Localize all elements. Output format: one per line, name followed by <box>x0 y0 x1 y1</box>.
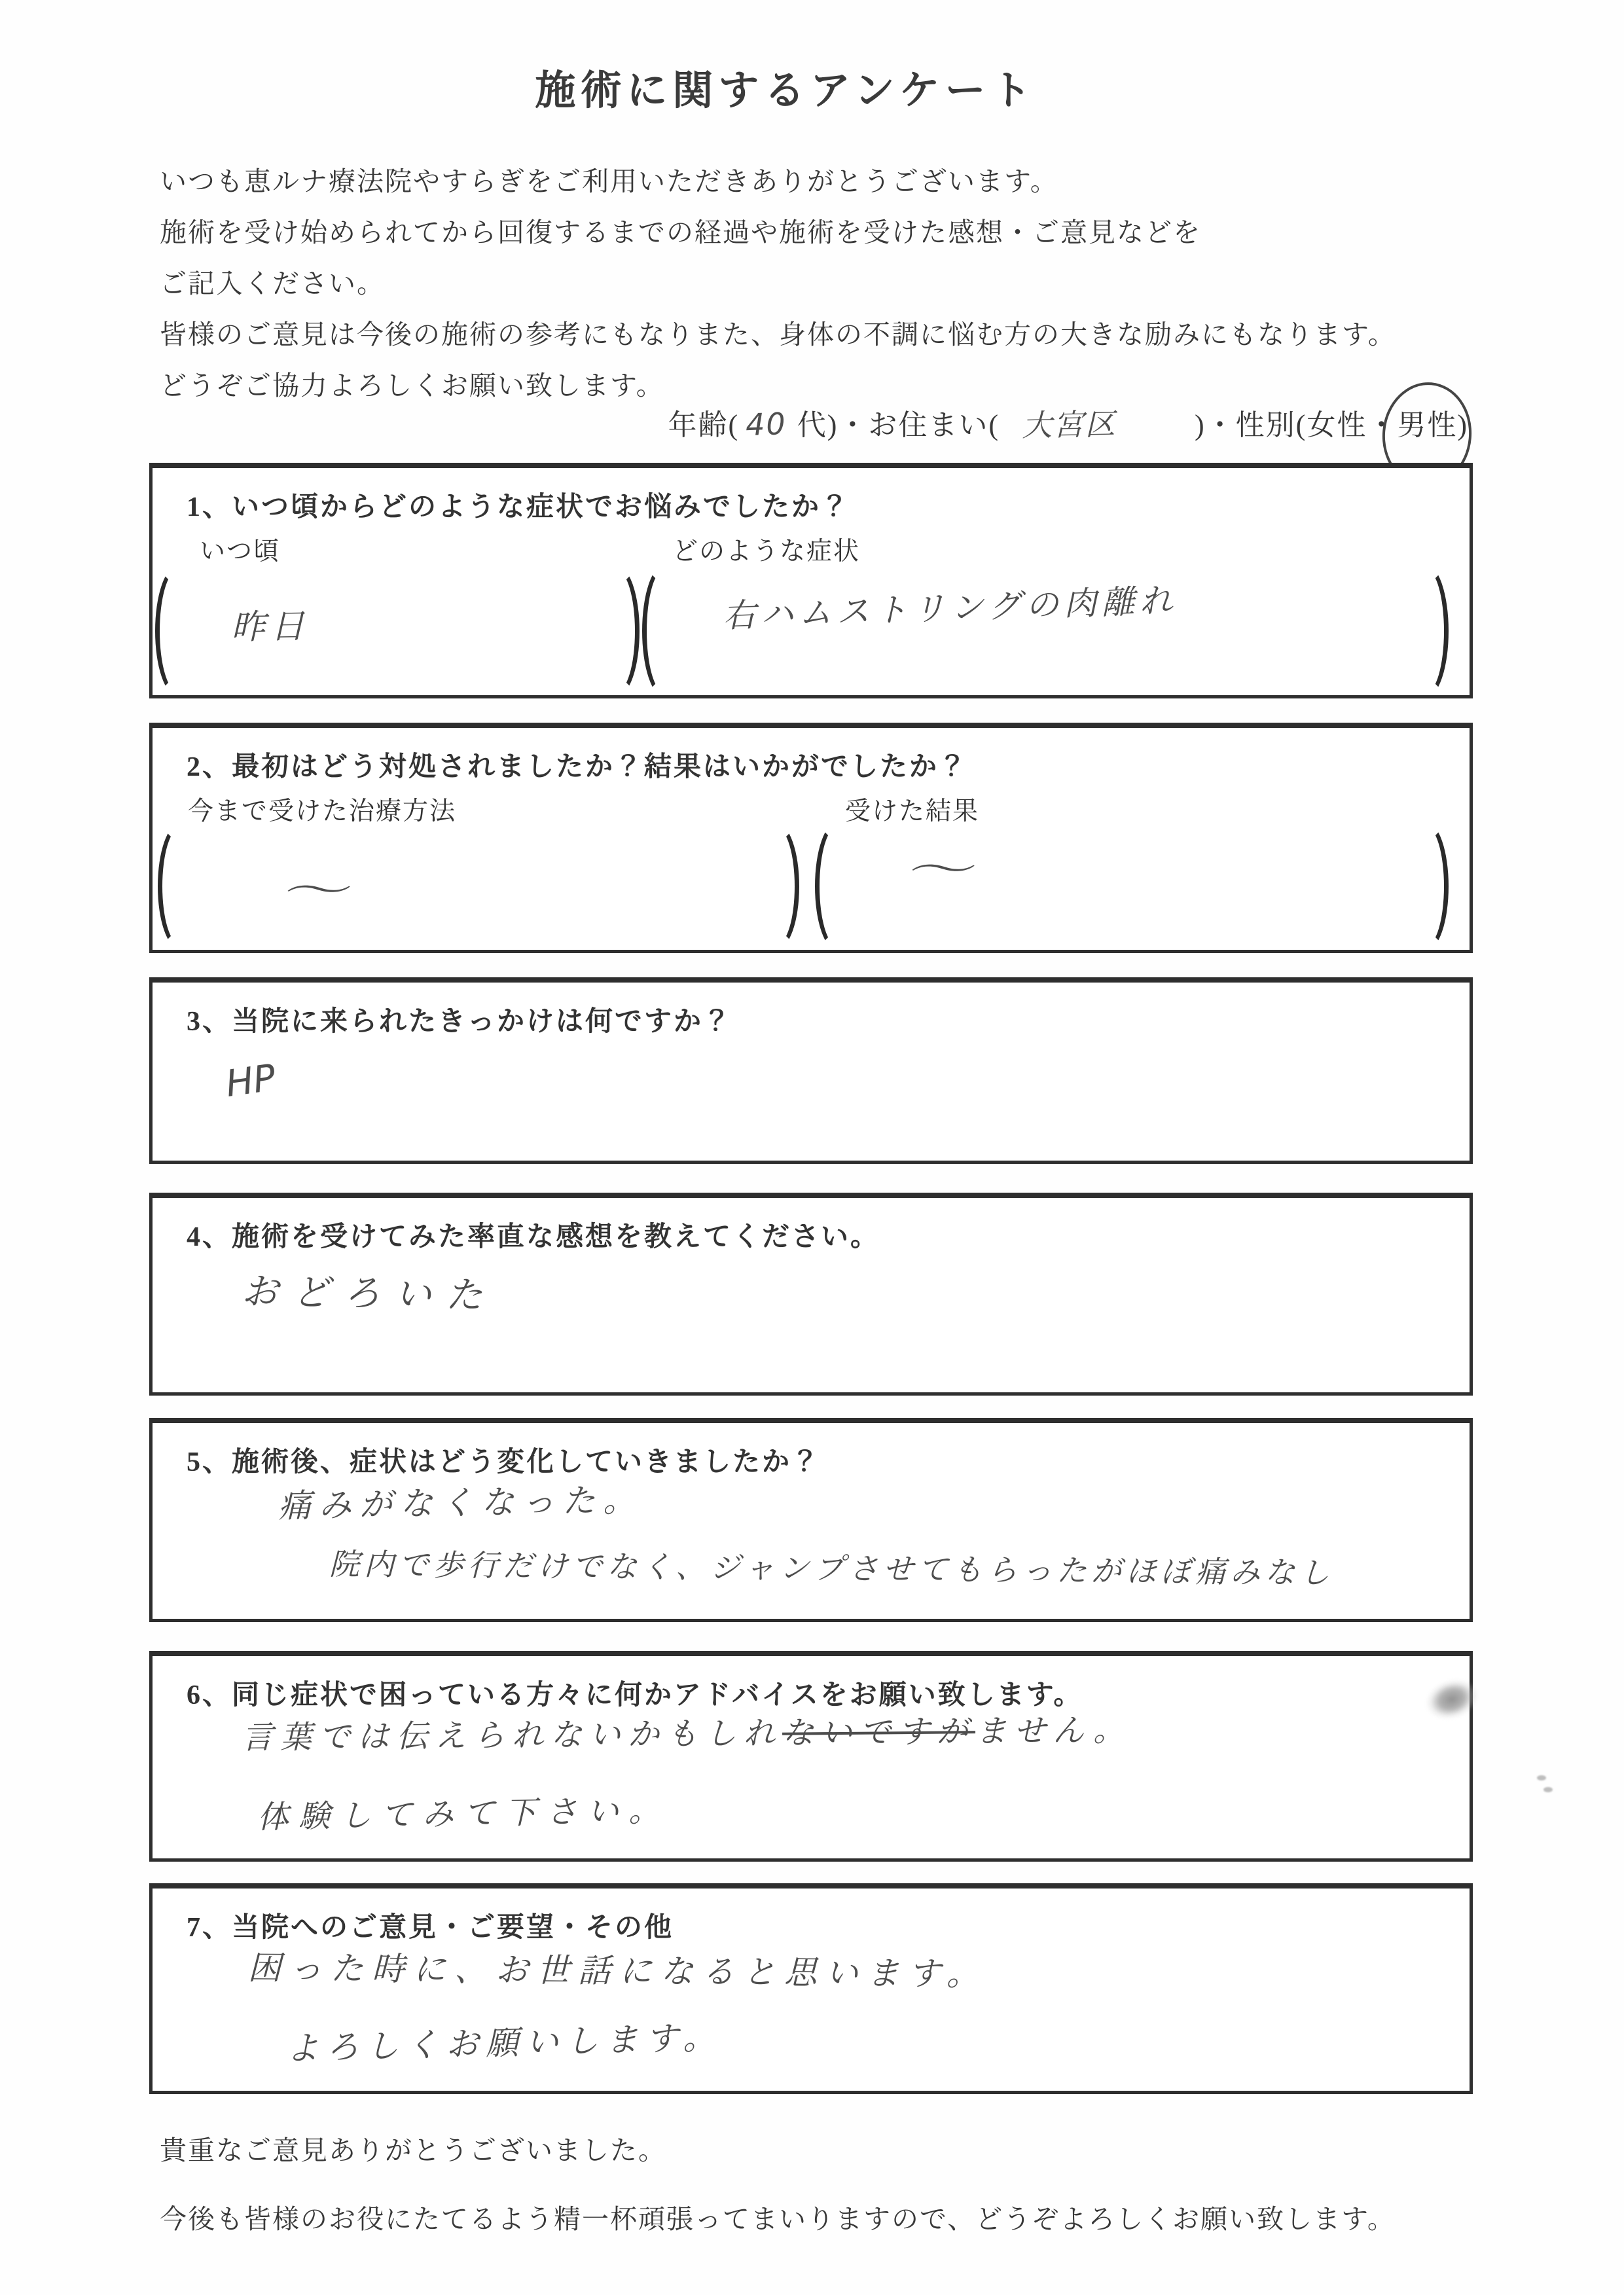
struck-through-text: ないですが <box>782 1713 976 1752</box>
answer-5-line2-handwritten: 院内で歩行だけでなく、ジャンプさせてもらったがほぼ痛みなし <box>329 1546 1335 1591</box>
age-label: 年齢( <box>668 409 740 441</box>
answer-slot <box>815 822 1449 950</box>
question-box-7 <box>149 1883 1473 2094</box>
answer-3-handwritten: HP <box>223 1057 279 1106</box>
closing-paragraph <box>160 2129 1547 2236</box>
bracket-right-icon <box>1404 565 1449 697</box>
gender-male-option: 男性 <box>1397 409 1458 441</box>
question-1-heading: 1、いつ頃からどのような症状でお悩みでしたか？ <box>187 492 851 522</box>
question-2-label-result: 受けた結果 <box>845 797 980 825</box>
bracket-left-icon <box>815 822 859 950</box>
bracket-left-icon <box>642 565 687 697</box>
footer-line: 貴重なご意見ありがとうございました。 <box>160 2135 666 2165</box>
question-5-heading: 5、施術後、症状はどう変化していきましたか？ <box>187 1447 821 1477</box>
page-title: 施術に関するアンケート <box>535 69 1037 113</box>
bracket-right-icon <box>595 566 640 696</box>
answer-6-line1-handwritten: 言葉では伝えられないかもしれないですがません。 <box>241 1712 1132 1756</box>
question-box-1 <box>149 463 1473 698</box>
bracket-right-icon <box>1404 822 1449 950</box>
answer-slot <box>158 823 799 949</box>
answer-symptom-handwritten: 右ハムストリングの肉離れ <box>722 581 1178 636</box>
bracket-left-icon <box>158 823 202 949</box>
answer-4-handwritten: おどろいた <box>241 1270 497 1318</box>
question-box-5 <box>149 1418 1473 1622</box>
question-2-heading: 2、最初はどう対処されましたか？結果はいかがでしたか？ <box>187 752 969 782</box>
answer-treatment-dash-handwritten: 〜 <box>282 869 355 913</box>
pencil-speck <box>1543 1787 1553 1792</box>
bracket-left-icon <box>155 566 200 696</box>
intro-line: 施術を受け始められてから回復するまでの経過や施術を受けた感想・ご意見などを <box>160 217 1201 247</box>
question-1-label-when: いつ頃 <box>200 537 281 566</box>
footer-line: 今後も皆様のお役にたてるよう精一杯頑張ってまいりますので、どうぞよろしくお願い致します。 <box>160 2204 1396 2234</box>
question-3-heading: 3、当院に来られたきっかけは何ですか？ <box>187 1007 733 1037</box>
question-box-3 <box>149 977 1473 1164</box>
age-value-handwritten: 40 <box>745 406 787 443</box>
question-2-label-treatment: 今まで受けた治療方法 <box>188 797 457 825</box>
gender-label: )・性別(女性・ <box>1195 409 1398 441</box>
age-suffix: 代)・お住まい( <box>797 409 1000 441</box>
answer-7-line1-handwritten: 困った時に、お世話になると思います。 <box>247 1949 988 1993</box>
pencil-speck <box>1537 1775 1546 1780</box>
question-4-heading: 4、施術を受けてみた率直な感想を教えてください。 <box>187 1222 880 1252</box>
answer-slot <box>155 566 640 696</box>
profile-tail: ) <box>1457 409 1468 441</box>
pencil-smudge <box>1409 1663 1494 1735</box>
intro-line: 皆様のご意見は今後の施術の参考にもなりまた、身体の不調に悩む方の大きな励みにもなります。 <box>160 319 1396 350</box>
answer-7-line2-handwritten: よろしくお願いします。 <box>285 2018 723 2068</box>
answer-5-line1-handwritten: 痛みがなくなった。 <box>278 1481 644 1525</box>
question-box-6 <box>149 1651 1473 1862</box>
answer-result-dash-handwritten: 〜 <box>907 848 980 892</box>
question-6-heading: 6、同じ症状で困っている方々に何かアドバイスをお願い致します。 <box>187 1680 1083 1710</box>
question-1-label-symptom: どのような症状 <box>672 537 861 566</box>
residence-value-handwritten: 大宮区 <box>1021 406 1117 444</box>
question-box-2 <box>149 723 1473 953</box>
profile-line <box>668 401 1468 444</box>
question-7-heading: 7、当院へのご意見・ご要望・その他 <box>187 1913 674 1943</box>
intro-line: ご記入ください。 <box>160 268 385 298</box>
question-box-4 <box>149 1193 1473 1396</box>
intro-line: どうぞご協力よろしくお願い致します。 <box>160 370 664 401</box>
intro-line: いつも恵ルナ療法院やすらぎをご利用いただきありがとうございます。 <box>160 166 1058 196</box>
intro-paragraph <box>160 156 1508 411</box>
bracket-right-icon <box>755 823 799 949</box>
answer-6-line2-handwritten: 体験してみて下さい。 <box>257 1792 670 1836</box>
answer-when-handwritten: 昨日 <box>230 606 310 648</box>
answer-slot <box>642 565 1449 697</box>
